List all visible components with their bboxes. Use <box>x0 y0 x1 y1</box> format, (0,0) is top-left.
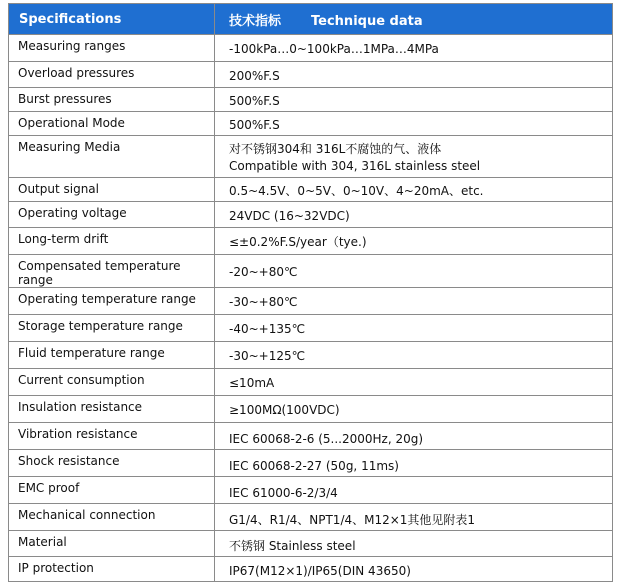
row-burst-pressures <box>9 88 613 112</box>
row-value: ≥100MΩ(100VDC) <box>215 396 613 423</box>
row-insulation-resistance <box>9 396 613 423</box>
row-label: Fluid temperature range <box>9 342 215 369</box>
row-long-term-drift <box>9 228 613 255</box>
row-value: 500%F.S <box>215 112 613 136</box>
row-value-line-1: 对不锈钢304和 316L不腐蚀的气、液体 <box>229 142 442 156</box>
row-value: -20~+80℃ <box>215 255 613 288</box>
row-operating-temperature <box>9 288 613 315</box>
spec-table <box>8 3 613 582</box>
row-value: 500%F.S <box>215 88 613 112</box>
row-value: G1/4、R1/4、NPT1/4、M12×1其他见附表1 <box>215 504 613 531</box>
row-storage-temperature <box>9 315 613 342</box>
row-label: Measuring ranges <box>9 35 215 62</box>
header-technique-en: Technique data <box>311 13 423 29</box>
row-material <box>9 531 613 557</box>
row-value-line-2: Compatible with 304, 316L stainless steel <box>229 159 481 173</box>
row-label: Compensated temperature range <box>9 255 215 288</box>
row-label: Operational Mode <box>9 112 215 136</box>
row-shock-resistance <box>9 450 613 477</box>
row-label: Current consumption <box>9 369 215 396</box>
row-output-signal <box>9 178 613 202</box>
row-value: 不锈钢 Stainless steel <box>215 531 613 557</box>
row-operational-mode <box>9 112 613 136</box>
row-emc-proof <box>9 477 613 504</box>
row-mechanical-connection <box>9 504 613 531</box>
row-measuring-ranges <box>9 35 613 62</box>
row-label: Operating voltage <box>9 202 215 228</box>
row-label: Long-term drift <box>9 228 215 255</box>
row-label: EMC proof <box>9 477 215 504</box>
row-value: 0.5~4.5V、0~5V、0~10V、4~20mA、etc. <box>215 178 613 202</box>
row-current-consumption <box>9 369 613 396</box>
row-value: -40~+135℃ <box>215 315 613 342</box>
row-value: IEC 61000-6-2/3/4 <box>215 477 613 504</box>
header-technique-data <box>215 4 613 35</box>
row-value: ≤±0.2%F.S/year（tye.) <box>215 228 613 255</box>
row-label: Shock resistance <box>9 450 215 477</box>
row-label: Measuring Media <box>9 136 215 178</box>
row-label: Mechanical connection <box>9 504 215 531</box>
row-value: ≤10mA <box>215 369 613 396</box>
header-technique-zh: 技术指标 <box>229 13 282 29</box>
row-label: Material <box>9 531 215 557</box>
row-value: -30~+125℃ <box>215 342 613 369</box>
row-label: Operating temperature range <box>9 288 215 315</box>
row-value: 200%F.S <box>215 62 613 88</box>
row-label: Insulation resistance <box>9 396 215 423</box>
row-compensated-temperature <box>9 255 613 288</box>
row-vibration-resistance <box>9 423 613 450</box>
row-fluid-temperature <box>9 342 613 369</box>
row-measuring-media <box>9 136 613 178</box>
row-operating-voltage <box>9 202 613 228</box>
row-value: 24VDC (16~32VDC) <box>215 202 613 228</box>
row-value: IP67(M12×1)/IP65(DIN 43650) <box>215 557 613 582</box>
row-value: IEC 60068-2-27 (50g, 11ms) <box>215 450 613 477</box>
row-label: Storage temperature range <box>9 315 215 342</box>
row-overload-pressures <box>9 62 613 88</box>
header-specifications: Specifications <box>9 4 215 35</box>
row-label: Output signal <box>9 178 215 202</box>
table-header-row <box>9 4 613 35</box>
row-ip-protection <box>9 557 613 582</box>
row-value: IEC 60068-2-6 (5...2000Hz, 20g) <box>215 423 613 450</box>
row-value: -30~+80℃ <box>215 288 613 315</box>
row-value: -100kPa…0~100kPa…1MPa…4MPa <box>215 35 613 62</box>
row-value <box>215 136 613 178</box>
row-label: Burst pressures <box>9 88 215 112</box>
row-label: Vibration resistance <box>9 423 215 450</box>
row-label: Overload pressures <box>9 62 215 88</box>
row-label: IP protection <box>9 557 215 582</box>
